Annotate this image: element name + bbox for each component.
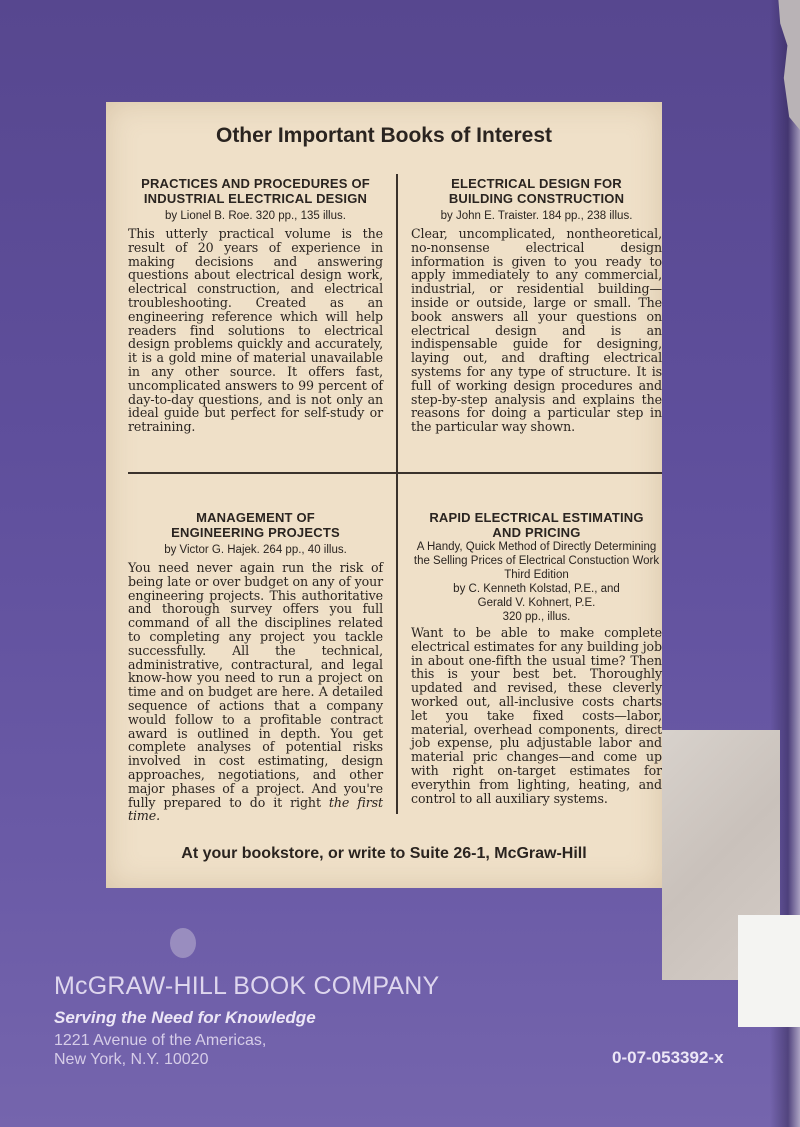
- book-description: Want to be able to make complete electrical estimates for any building job in about one-fifth the usual time? Then this is your best bet. Thoroughly updated and revised, these cleverly worked out, all-inclusive costs charts let you take fixed costs—labor, material, overhead components, direct job expense, plu adjustable labor and material pric changes—and come up with right on-target estimates for everythin from lighting, heating, and control to all auxiliary systems.: [411, 625, 662, 806]
- book-title-line2: INDUSTRIAL ELECTRICAL DESIGN: [143, 191, 368, 206]
- book-title-line1: ELECTRICAL DESIGN FOR: [451, 176, 622, 191]
- book-description-emphasis: the first time.: [128, 794, 383, 824]
- book-edition: Third Edition: [504, 569, 569, 581]
- publisher-slogan: Serving the Need for Knowledge: [54, 1008, 316, 1027]
- publisher-address: [54, 1031, 266, 1069]
- book-pages: 320 pp., illus.: [502, 611, 571, 623]
- book-author-info: by Lionel B. Roe. 320 pp., 135 illus.: [165, 210, 346, 222]
- book-description: This utterly practical volume is the result of 20 years of experience in making decisions and answering questions about electrical design work, electrical construction, and electrical troubleshooting. Created as an engineering reference which will help readers find solutions to electrical design problems quickly and accurately, it is a gold mine of material unavailable in any other source. It offers fast, uncomplicated answers to 99 percent of day-to-day questions, and is not only an ideal guide but perfect for self-study or retraining.: [128, 226, 383, 435]
- book-subtitle-line1: A Handy, Quick Method of Directly Determining: [416, 541, 657, 553]
- address-line2: New York, N.Y. 10020: [54, 1051, 209, 1068]
- book-entry-industrial-design: [128, 176, 383, 434]
- call-to-action: At your bookstore, or write to Suite 26-1, McGraw-Hill: [181, 845, 587, 862]
- book-entry-estimating-pricing: [411, 510, 662, 805]
- book-title: [128, 176, 383, 206]
- isbn-number: 0-07-053392-x: [612, 1048, 724, 1067]
- book-author-info: by John E. Traister. 184 pp., 238 illus.: [440, 210, 633, 222]
- address-line1: 1221 Avenue of the Americas,: [54, 1032, 267, 1049]
- book-title-line2: AND PRICING: [492, 525, 581, 540]
- vertical-divider: [396, 174, 398, 814]
- book-title-line1: RAPID ELECTRICAL ESTIMATING: [429, 510, 644, 525]
- book-title-line1: PRACTICES AND PROCEDURES OF: [141, 176, 370, 191]
- book-subtitle-line2: the Selling Prices of Electrical Constuction Work: [413, 555, 660, 567]
- book-description: [128, 561, 383, 823]
- book-author-info: by Victor G. Hajek. 264 pp., 40 illus.: [164, 544, 347, 556]
- book-description: Clear, uncomplicated, nontheoretical, no-nonsense electrical design information is given to you ready to apply immediately to any commercial, industrial, or residential building—inside or outside, large or small. The book answers all your questions on electrical design and is an indispensable guide for designing, laying out, and drafting electrical systems for any type of structure. It is full of working design procedures and step-by-step analysis and explains the reasons for doing a particular step in the particular way shown.: [411, 226, 662, 435]
- book-title-line2: BUILDING CONSTRUCTION: [448, 191, 625, 206]
- publisher-name: McGRAW-HILL BOOK COMPANY: [54, 972, 440, 1000]
- book-entry-engineering-projects: [128, 510, 383, 823]
- horizontal-divider: [128, 472, 662, 474]
- book-entry-building-construction: [411, 176, 662, 434]
- worn-spot: [170, 928, 196, 958]
- books-of-interest-panel: [106, 102, 662, 888]
- book-title: [411, 510, 662, 540]
- book-title-line2: ENGINEERING PROJECTS: [171, 525, 340, 540]
- book-description-text: You need never again run the risk of being late or over budget on any of your engineering projects. This authoritative and thorough survey offers you full command of all the disciplines related to completing any project you tackle successfully. All the technical, administrative, contractural, and legal know-how you need to run a project on time and on budget are here. A detailed sequence of actions that a company would follow to a profitable contract award is outlined in depth. You get complete analyses of potential risks involved in cost estimating, design approaches, negotiations, and other major phases of a project. And you're fully prepared to do it right: [128, 560, 383, 810]
- book-title: [128, 510, 383, 540]
- book-title: [411, 176, 662, 206]
- white-label-patch: [738, 915, 800, 1027]
- book-authors-line2: Gerald V. Kohnert, P.E.: [477, 597, 596, 609]
- book-authors-line1: by C. Kenneth Kolstad, P.E., and: [453, 583, 620, 595]
- panel-title: Other Important Books of Interest: [215, 124, 553, 147]
- book-title-line1: MANAGEMENT OF: [196, 510, 315, 525]
